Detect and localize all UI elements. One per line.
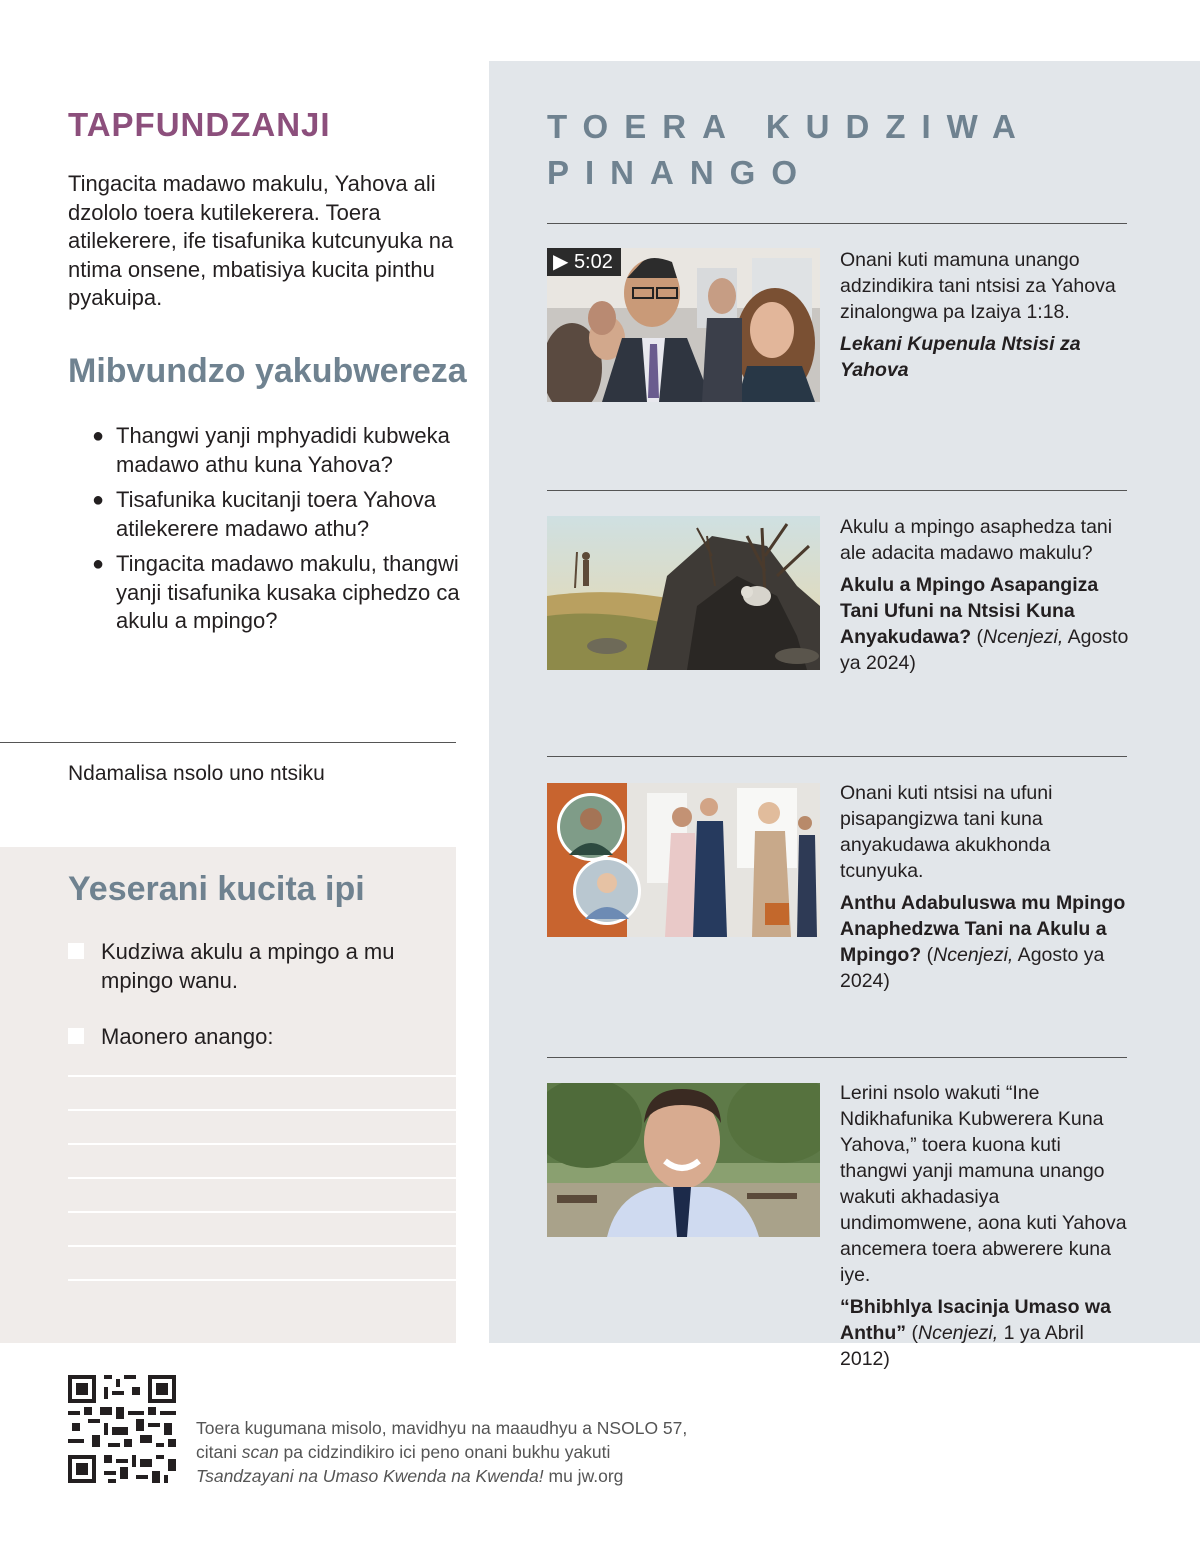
summary-heading: TAPFUNDZANJI	[68, 106, 331, 143]
card-title-link[interactable]: Anthu Adabuluswa mu Mpingo Anaphedzwa Tani na Akulu a Mpingo?	[840, 892, 1126, 966]
qr-code-icon[interactable]	[68, 1375, 176, 1483]
bullet-icon: ●	[92, 425, 105, 447]
card-meta-pre: (	[906, 1322, 918, 1344]
checkbox-icon[interactable]	[68, 943, 84, 959]
card-description: Lerini nsolo wakuti “Ine Ndikhafunika Kubwerera Kuna Yahova,” toera kuona kuti thangwi yanji mamuna unango wakuti akhadasiya undimomwene, aona kuti Yahova ancemera toera abwerere kuna iye.	[840, 1082, 1127, 1286]
footer-text	[196, 1416, 756, 1488]
photo-elders-greeting-image	[547, 783, 820, 937]
painting-shepherd-lamb-image	[547, 516, 820, 670]
review-heading: Mibvundzo yakubwereza	[68, 352, 467, 390]
card-divider	[547, 1057, 1127, 1058]
bullet-icon: ●	[92, 553, 105, 575]
try-heading: Yeserani kucita ipi	[68, 870, 365, 908]
try-item-other[interactable]	[68, 1023, 401, 1052]
write-line[interactable]	[68, 1177, 456, 1179]
try-item-text: Kudziwa akulu a mpingo a mu mpingo wanu.	[101, 939, 395, 993]
card-meta-pre: (	[971, 626, 984, 648]
write-line[interactable]	[68, 1245, 456, 1247]
video-duration-badge: ▶ 5:02	[547, 248, 621, 276]
review-questions-list	[92, 422, 460, 643]
card-title-link[interactable]: Lekani Kupenula Ntsisi za Yahova	[840, 333, 1081, 381]
card-meta-date: 1 ya Abril 2012)	[840, 1322, 1084, 1370]
card-text	[840, 1080, 1130, 1372]
card-text	[840, 780, 1130, 994]
review-question-text: Tisafunika kucitanji toera Yahova atilekerere madawo athu?	[116, 487, 436, 541]
card-meta-pre: (	[921, 944, 934, 966]
card-divider	[547, 223, 1127, 224]
card-title-link[interactable]: Akulu a Mpingo Asapangiza Tani Ufuni na Ntsisi Kuna Anyakudawa?	[840, 574, 1099, 648]
summary-text: Tingacita madawo makulu, Yahova ali dzololo toera kutilekerera. Toera atilekerere, ife tisafunika kutcunyuka na ntima onsene, mbatisiya kucita pinthu pyakuipa.	[68, 171, 454, 310]
card-description: Onani kuti mamuna unango adzindikira tani ntsisi za Yahova zinalongwa pa Izaiya 1:18.	[840, 249, 1116, 323]
card-meta-source: Ncenjezi,	[933, 944, 1014, 966]
card-meta-source: Ncenjezi,	[983, 626, 1064, 648]
card-text	[840, 247, 1130, 383]
footer-line	[196, 1464, 756, 1488]
try-item-text: Maonero anango:	[101, 1024, 274, 1049]
review-question	[92, 486, 460, 543]
checkbox-icon[interactable]	[68, 1028, 84, 1044]
footer-text-part: citani	[196, 1442, 242, 1462]
footer-text-part: pa cidzindikiro ici peno onani bukhu yakuti	[278, 1442, 611, 1462]
try-item-elders[interactable]	[68, 938, 401, 995]
photo-smiling-man-image	[547, 1083, 820, 1237]
card-title-block[interactable]	[840, 890, 1130, 994]
write-line[interactable]	[68, 1279, 456, 1281]
article-thumbnail[interactable]	[547, 1083, 820, 1237]
article-thumbnail[interactable]	[547, 783, 820, 937]
article-thumbnail[interactable]	[547, 516, 820, 670]
write-line[interactable]	[68, 1211, 456, 1213]
card-title-link[interactable]: “Bhibhlya Isacinja Umaso wa Anthu”	[840, 1296, 1111, 1344]
write-line[interactable]	[68, 1075, 456, 1077]
card-meta-date: Agosto ya 2024)	[840, 944, 1105, 992]
card-meta-date: Agosto ya 2024)	[840, 626, 1129, 674]
write-line[interactable]	[68, 1143, 456, 1145]
card-text	[840, 514, 1130, 676]
card-divider	[547, 490, 1127, 491]
write-line[interactable]	[68, 1109, 456, 1111]
left-divider	[0, 742, 456, 743]
card-description: Akulu a mpingo asaphedza tani ale adacita madawo makulu?	[840, 516, 1113, 564]
card-divider	[547, 756, 1127, 757]
footer-line: Toera kugumana misolo, mavidhyu na maaudhyu a NSOLO 57,	[196, 1418, 688, 1438]
card-meta-source: Ncenjezi,	[917, 1322, 999, 1344]
completed-date-prompt[interactable]: Ndamalisa nsolo uno ntsiku	[68, 762, 325, 785]
card-title-block[interactable]	[840, 572, 1130, 676]
learn-more-heading: TOERA KUDZIWA PINANGO	[547, 108, 1031, 191]
footer-site: mu jw.org	[543, 1466, 624, 1486]
card-description: Onani kuti ntsisi na ufuni pisapangizwa tani kuna anyakudawa akukhonda tcunyuka.	[840, 782, 1053, 882]
review-question	[92, 422, 460, 479]
try-this-box	[0, 847, 456, 1343]
card-title-block[interactable]	[840, 1294, 1130, 1372]
review-question	[92, 550, 460, 636]
review-question-text: Tingacita madawo makulu, thangwi yanji tisafunika kusaka ciphedzo ca akulu a mpingo?	[116, 551, 460, 633]
footer-text-italic: scan	[241, 1442, 279, 1462]
footer-book-title: Tsandzayani na Umaso Kwenda na Kwenda!	[196, 1466, 544, 1486]
review-question-text: Thangwi yanji mphyadidi kubweka madawo athu kuna Yahova?	[116, 423, 450, 477]
footer-line	[196, 1440, 756, 1464]
video-thumbnail[interactable]	[547, 248, 820, 402]
bullet-icon: ●	[92, 489, 105, 511]
